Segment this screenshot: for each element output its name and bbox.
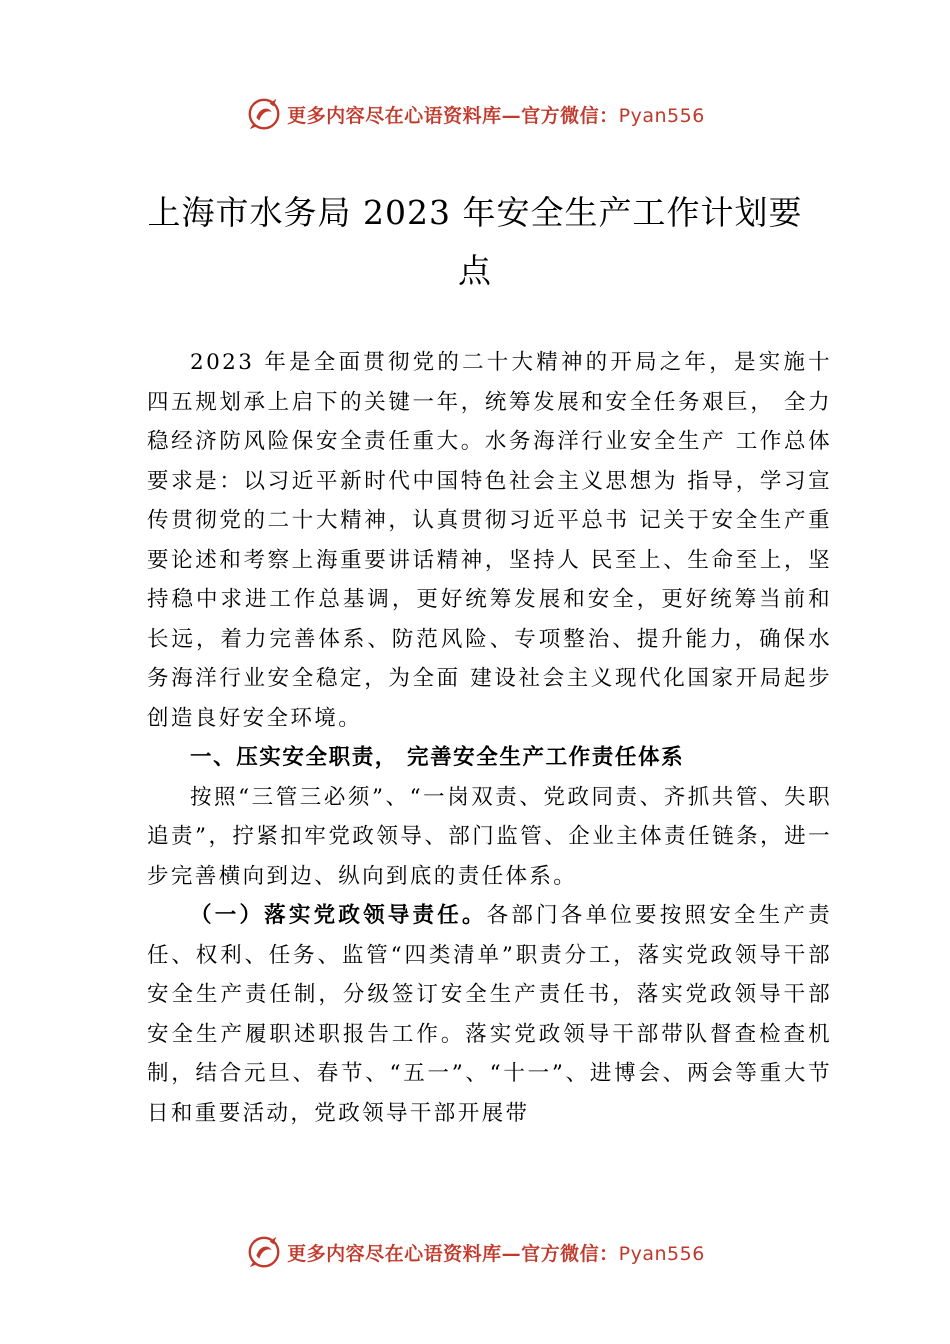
subsection-paragraph <box>147 896 832 1133</box>
subsection-heading: （一）落实党政领导责任。 <box>190 903 487 928</box>
logo-icon <box>245 1233 283 1271</box>
document-body <box>147 343 832 1133</box>
intro-paragraph: 2023 年是全面贯彻党的二十大精神的开局之年，是实施十四五规划承上启下的关键一年，统筹发展和安全任务艰巨， 全力稳经济防风险保安全责任重大。水务海洋行业安全生产 工作总体要求是：以习近平新时代中国特色社会主义思想为 指导，学习宣传贯彻党的二十大精神，认真贯彻习近平总书 记关于安全生产重要论述和考察上海重要讲话精神，坚持人 民至上、生命至上，坚持稳中求进工作总基调，更好统筹发展和安全，更好统筹当前和长远，着力完善体系、防范风险、专项整治、提升能力，确保水务海洋行业安全稳定，为全面 建设社会主义现代化国家开局起步创造良好安全环境。 <box>147 350 832 731</box>
watermark-text: 更多内容尽在心语资料库—官方微信：Pyan556 <box>287 104 705 127</box>
document-title: 上海市水务局 2023 年安全生产工作计划要点 <box>147 193 803 290</box>
watermark-text: 更多内容尽在心语资料库—官方微信：Pyan556 <box>287 1242 705 1265</box>
subsection-text: 各部门各单位要按照安全生产责任、权利、任务、监管“四类清单”职责分工，落实党政领导干部安全生产责任制，分级签订安全生产责任书，落实党政领导干部安全生产履职述职报告工作。落实党政领导干部带队督查检查机制，结合元旦、春节、“五一”、“十一”、进博会、两会等重大节日和重要活动，党政领导干部开展带 <box>147 903 832 1126</box>
logo-icon <box>245 95 283 133</box>
watermark-banner-bottom <box>0 1230 950 1274</box>
watermark-banner-top <box>0 92 950 136</box>
section-paragraph: 按照“三管三必须”、“一岗双责、党政同责、齐抓共管、失职追责”，拧紧扣牢党政领导、部门监管、企业主体责任链条，进一步完善横向到边、纵向到底的责任体系。 <box>147 784 832 889</box>
section-heading: 一、压实安全职责， 完善安全生产工作责任体系 <box>190 745 685 770</box>
